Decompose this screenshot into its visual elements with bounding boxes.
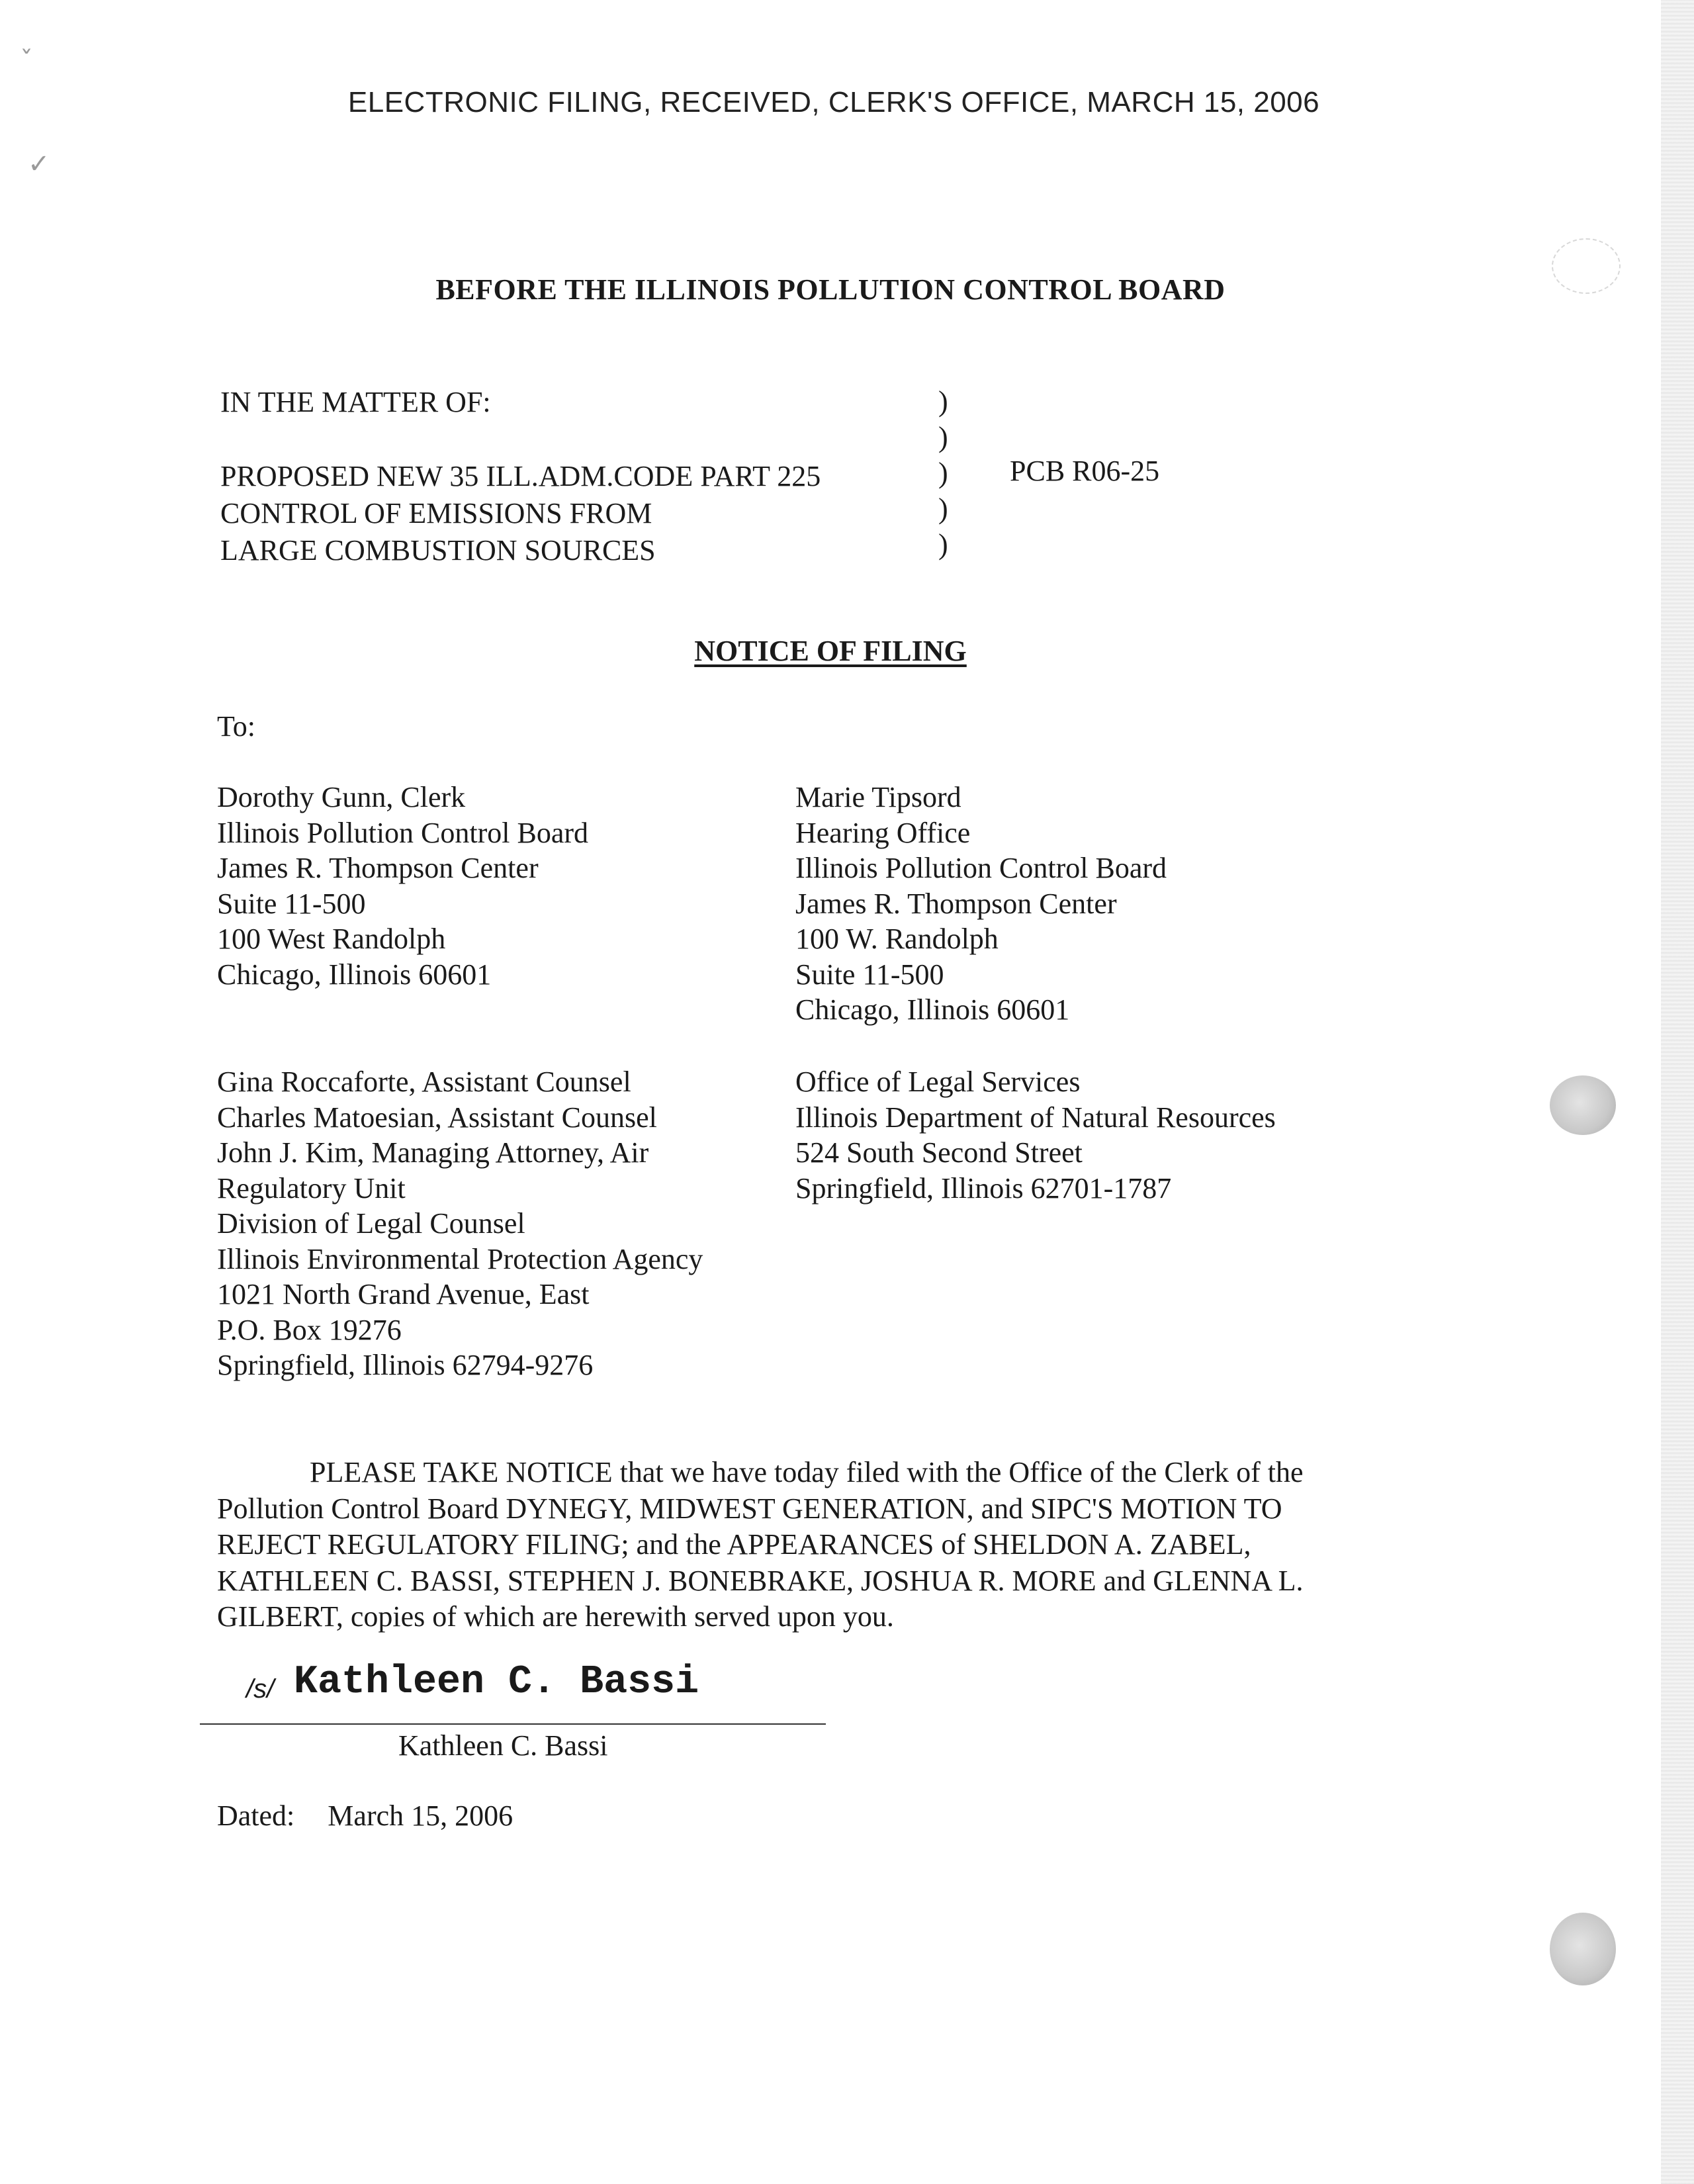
caption-line: LARGE COMBUSTION SOURCES [220, 534, 656, 567]
date-line [217, 1799, 513, 1833]
signer-printed-name: Kathleen C. Bassi [398, 1729, 608, 1762]
address-line: Illinois Pollution Control Board [795, 852, 1167, 884]
caption-line: CONTROL OF EMISSIONS FROM [220, 497, 652, 529]
address-line: Suite 11-500 [217, 887, 366, 920]
caption-line: IN THE MATTER OF: [220, 386, 491, 418]
address-line: Office of Legal Services [795, 1066, 1081, 1098]
notice-paragraph [217, 1455, 1402, 1635]
paren: ) [938, 421, 948, 453]
recipient-block [795, 780, 1167, 1028]
address-line: Chicago, Illinois 60601 [217, 958, 492, 991]
caption-line: PROPOSED NEW 35 ILL.ADM.CODE PART 225 [220, 460, 821, 492]
address-line: Division of Legal Counsel [217, 1207, 525, 1240]
address-line: James R. Thompson Center [217, 852, 539, 884]
filing-stamp: ELECTRONIC FILING, RECEIVED, CLERK'S OFFICE, MARCH 15, 2006 [347, 86, 1320, 118]
paren: ) [938, 385, 948, 418]
recipient-block [217, 1064, 703, 1383]
address-line: Springfield, Illinois 62701-1787 [795, 1171, 1172, 1205]
case-caption [220, 384, 821, 569]
address-line: 1021 North Grand Avenue, East [217, 1278, 590, 1310]
paren: ) [938, 457, 948, 489]
address-line: Illinois Department of Natural Resources [795, 1101, 1276, 1134]
paragraph-line: PLEASE TAKE NOTICE that we have today filed with the Office of the Clerk of the [310, 1456, 1304, 1488]
address-line: Chicago, Illinois 60601 [795, 993, 1070, 1026]
paragraph-line: GILBERT, copies of which are herewith served upon you. [217, 1600, 894, 1633]
paren: ) [938, 528, 948, 561]
address-line: 524 South Second Street [795, 1136, 1083, 1169]
notice-heading: NOTICE OF FILING [694, 635, 967, 667]
board-title: BEFORE THE ILLINOIS POLLUTION CONTROL BOARD [435, 273, 1226, 306]
address-line: 100 W. Randolph [795, 923, 999, 955]
address-line: James R. Thompson Center [795, 887, 1117, 920]
punch-hole-bottom [1550, 1913, 1616, 1985]
caption-parentheses [938, 384, 948, 563]
paren: ) [938, 492, 948, 525]
address-line: 100 West Randolph [217, 923, 446, 955]
address-line: Dorothy Gunn, Clerk [217, 781, 466, 813]
docket-number: PCB R06-25 [1010, 455, 1160, 487]
address-line: Charles Matoesian, Assistant Counsel [217, 1101, 657, 1134]
scan-mark: ˇ [20, 46, 33, 77]
caption-line [220, 421, 821, 458]
paragraph-line: REJECT REGULATORY FILING; and the APPEARANCES of SHELDON A. ZABEL, [217, 1528, 1251, 1561]
address-line: John J. Kim, Managing Attorney, Air [217, 1136, 649, 1169]
address-line: Springfield, Illinois 62794-9276 [217, 1349, 594, 1381]
address-line: Suite 11-500 [795, 958, 944, 991]
address-line: Regulatory Unit [217, 1171, 406, 1205]
signature-prefix: /s/ [246, 1674, 275, 1704]
signature: Kathleen C. Bassi [294, 1660, 699, 1705]
dated-label: Dated: [217, 1799, 295, 1832]
address-line: Illinois Environmental Protection Agency [217, 1242, 703, 1275]
paragraph-line: Pollution Control Board DYNEGY, MIDWEST GENERATION, and SIPC'S MOTION TO [217, 1492, 1282, 1525]
address-line: Gina Roccaforte, Assistant Counsel [217, 1066, 631, 1098]
address-line: Illinois Pollution Control Board [217, 816, 589, 849]
to-label: To: [217, 710, 256, 743]
dated-value: March 15, 2006 [328, 1799, 513, 1832]
recipient-block [795, 1064, 1276, 1206]
scan-edge [1661, 0, 1694, 2184]
punch-hole-top [1550, 1075, 1616, 1135]
recipient-block [217, 780, 588, 992]
address-line: Marie Tipsord [795, 781, 961, 813]
address-line: Hearing Office [795, 816, 971, 849]
paragraph-line: KATHLEEN C. BASSI, STEPHEN J. BONEBRAKE, JOSHUA R. MORE and GLENNA L. [217, 1564, 1304, 1597]
scan-checkmark: ✓ [28, 149, 50, 179]
address-line: P.O. Box 19276 [217, 1313, 402, 1346]
signature-line [200, 1723, 826, 1725]
